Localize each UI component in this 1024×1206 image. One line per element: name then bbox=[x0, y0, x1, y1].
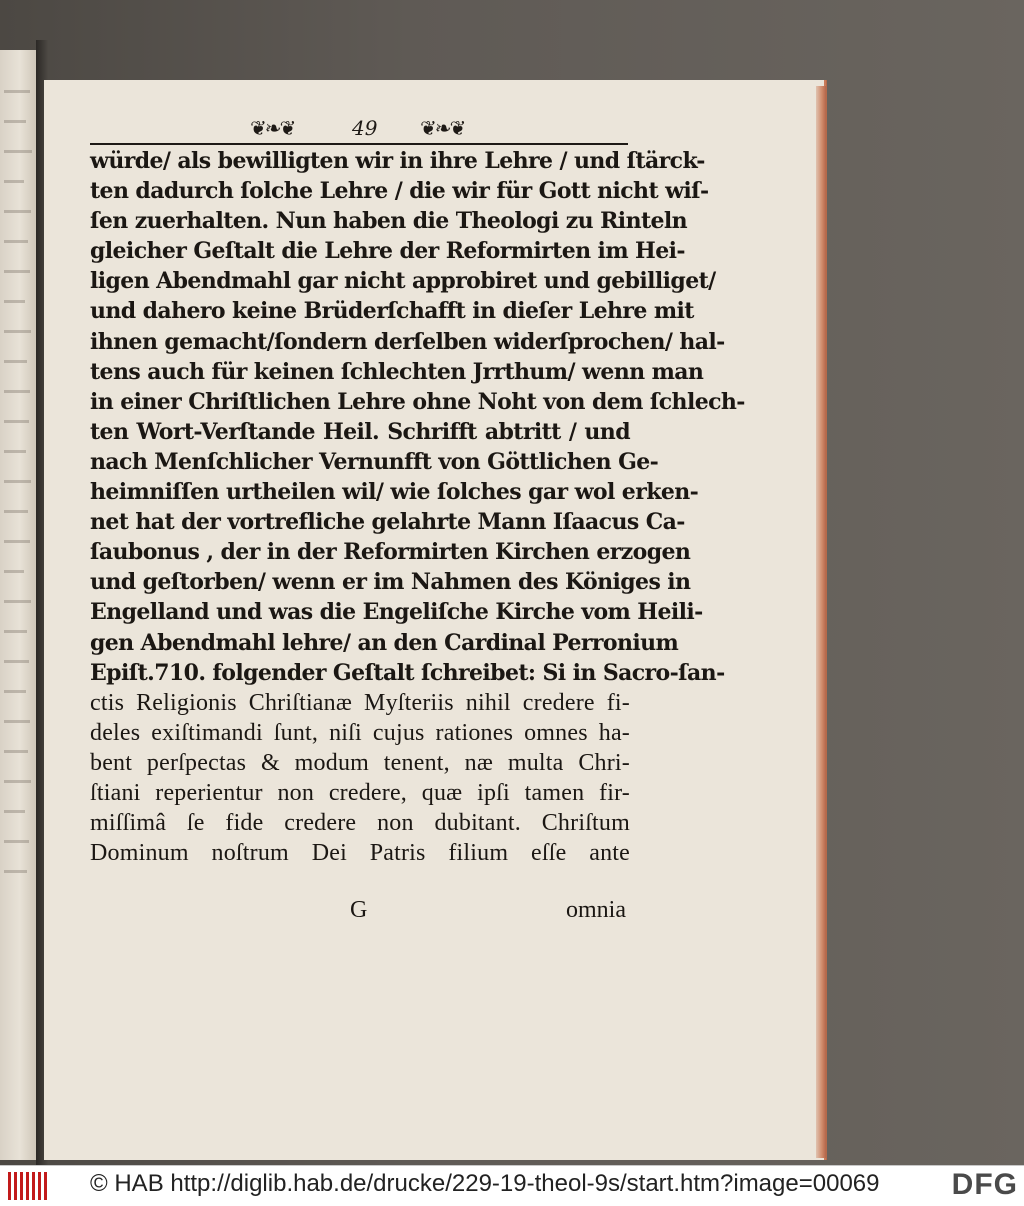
ghost-text-line bbox=[4, 870, 27, 873]
dfg-logo: DFG bbox=[951, 1168, 1018, 1201]
ghost-text-line bbox=[4, 390, 30, 393]
barcode-logo-icon bbox=[8, 1172, 48, 1200]
ghost-text-line bbox=[4, 540, 30, 543]
footer-bar bbox=[0, 1165, 1024, 1206]
ghost-text-line bbox=[4, 240, 28, 243]
ghost-text-line bbox=[4, 750, 28, 753]
text-line: und dahero keine Brüderſchafft in dieſer Lehre mit bbox=[90, 298, 694, 325]
signature-mark: G bbox=[350, 897, 368, 923]
previous-leaf-edge bbox=[0, 50, 38, 1160]
ghost-text-line bbox=[4, 210, 31, 213]
ghost-text-line bbox=[4, 480, 31, 483]
text-line: Dominum noſtrum Dei Patris filium eſſe ante bbox=[90, 840, 630, 867]
ghost-text-line bbox=[4, 690, 26, 693]
fleuron-ornament-icon: ❦❧❦ bbox=[250, 116, 295, 140]
ghost-text-line bbox=[4, 150, 32, 153]
text-line: deles exiſtimandi ſunt, niſi cujus rationes omnes ha- bbox=[90, 719, 630, 746]
ghost-text-line bbox=[4, 840, 29, 843]
text-line: Engelland und was die Engeliſche Kirche vom Heili- bbox=[90, 599, 703, 626]
ghost-text-line bbox=[4, 660, 29, 663]
text-line: ten dadurch ſolche Lehre / die wir für Gott nicht wiſ- bbox=[90, 178, 709, 205]
ghost-text-line bbox=[4, 570, 24, 573]
signature-line bbox=[90, 897, 630, 929]
ghost-text-line bbox=[4, 600, 31, 603]
catchword: omnia bbox=[566, 897, 626, 923]
page-number: 49 bbox=[352, 116, 378, 140]
ghost-text-line bbox=[4, 180, 24, 183]
text-line: ihnen gemacht/ſondern derſelben widerſprochen/ hal- bbox=[90, 328, 725, 355]
body-text bbox=[90, 146, 745, 868]
copyright-url-link[interactable]: © HAB http://diglib.hab.de/drucke/229-19-theol-9s/start.htm?image=00069 bbox=[90, 1170, 880, 1197]
head-rule-divider bbox=[90, 143, 628, 145]
text-line: ligen Abendmahl gar nicht approbiret und gebilliget/ bbox=[90, 268, 716, 295]
text-line: ctis Religionis Chriſtianæ Myſteriis nihil credere fi- bbox=[90, 689, 630, 716]
text-line: miſſimâ ſe fide credere non dubitant. Chriſtum bbox=[90, 810, 630, 837]
text-line: ſtiani reperientur non credere, quæ ipſi tamen fir- bbox=[90, 779, 630, 806]
ghost-text-line bbox=[4, 300, 25, 303]
ghost-text-line bbox=[4, 420, 29, 423]
text-line: ten Wort-Verſtande Heil. Schrifft abtritt / und bbox=[90, 418, 630, 445]
text-line: gleicher Geſtalt die Lehre der Reformirten im Hei- bbox=[90, 238, 685, 265]
ghost-text-line bbox=[4, 270, 30, 273]
text-line: tens auch für keinen ſchlechten Jrrthum/ wenn man bbox=[90, 358, 704, 385]
text-line: ſaubonus , der in der Reformirten Kirchen erzogen bbox=[90, 539, 691, 566]
text-line: gen Abendmahl lehre/ an den Cardinal Perronium bbox=[90, 629, 679, 656]
text-line: ſen zuerhalten. Nun haben die Theologi zu Rinteln bbox=[90, 208, 688, 235]
ghost-text-line bbox=[4, 120, 26, 123]
text-line: und geſtorben/ wenn er im Nahmen des Königes in bbox=[90, 569, 691, 596]
page-edge bbox=[816, 86, 826, 1158]
ghost-text-line bbox=[4, 90, 30, 93]
ghost-text-line bbox=[4, 510, 28, 513]
text-line: Epiſt.710. folgender Geſtalt ſchreibet: Si in Sacro-ſan- bbox=[90, 659, 725, 686]
text-line: heimniſſen urtheilen wil/ wie ſolches gar wol erken- bbox=[90, 479, 699, 506]
fleuron-ornament-icon: ❦❧❦ bbox=[420, 116, 465, 140]
text-line: bent perſpectas & modum tenent, næ multa Chri- bbox=[90, 749, 630, 776]
ghost-text-line bbox=[4, 630, 27, 633]
ghost-text-line bbox=[4, 780, 31, 783]
text-line: nach Menſchlicher Vernunfft von Göttlichen Ge- bbox=[90, 448, 659, 475]
text-line: in einer Chriſtlichen Lehre ohne Noht von dem ſchlech- bbox=[90, 388, 745, 415]
running-head bbox=[90, 116, 630, 140]
text-line: net hat der vortrefliche gelahrte Mann Iſaacus Ca- bbox=[90, 509, 685, 536]
ghost-text-line bbox=[4, 450, 26, 453]
ghost-text-line bbox=[4, 360, 27, 363]
ghost-text-line bbox=[4, 330, 31, 333]
text-line: würde/ als bewilligten wir in ihre Lehre / und ſtärck- bbox=[90, 148, 705, 174]
ghost-text-line bbox=[4, 720, 30, 723]
ghost-text-line bbox=[4, 810, 25, 813]
